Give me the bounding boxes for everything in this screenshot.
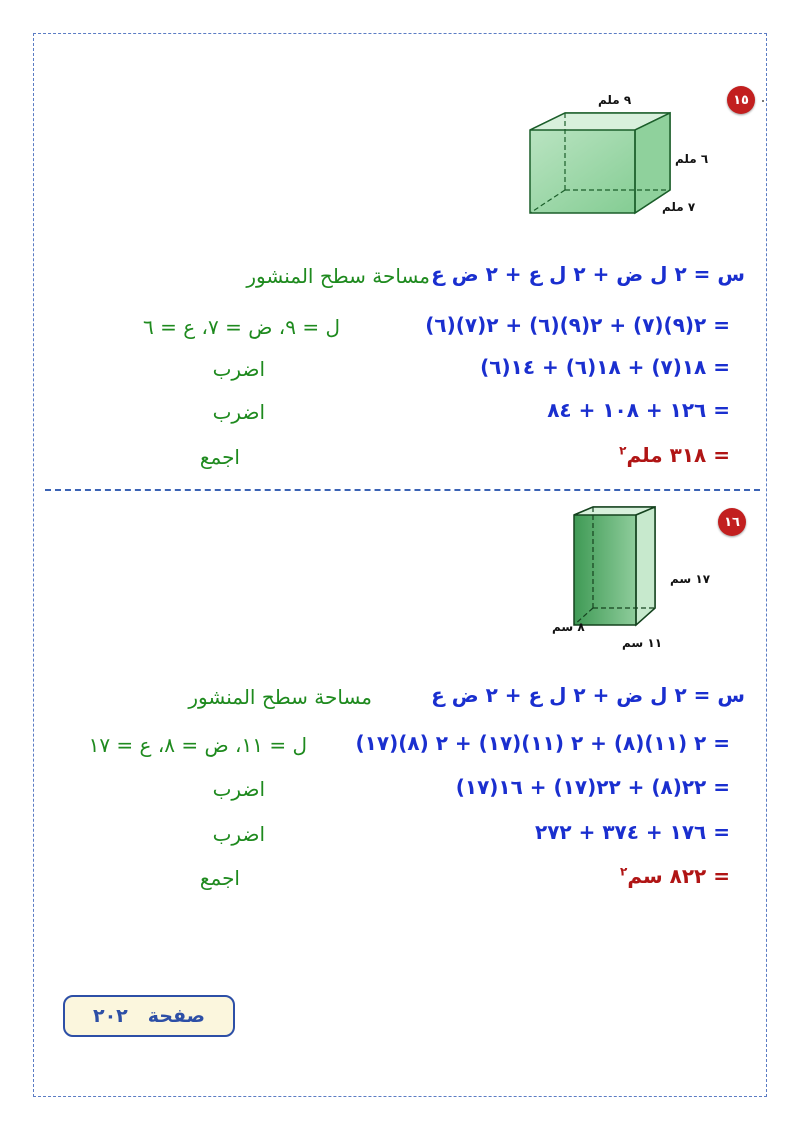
step2-note-16: اضرب [212, 777, 265, 801]
result-16: = ٨٢٢ سم$^٢$ [619, 864, 730, 888]
section-separator [45, 489, 760, 491]
decorative-dot [762, 100, 764, 102]
result-15: = ٣١٨ ملم$^٢$ [619, 443, 730, 467]
step3-16: = ١٧٦ + ٣٧٤ + ٢٧٢ [535, 820, 730, 844]
step3-note-16: اضرب [212, 822, 265, 846]
formula-15: س = ٢ ل ض + ٢ ل ع + ٢ ض ع [431, 262, 745, 286]
page-number-tag [63, 995, 235, 1037]
dim-label-top: ٩ ملم [598, 93, 632, 107]
step2-16: = ٢٢(٨) + ٢٢(١٧) + ١٦(١٧) [455, 775, 730, 799]
exercise-16-badge: ١٦ [718, 508, 746, 536]
exercise-15-badge: ١٥ [727, 86, 755, 114]
step1-15: = ٢(٩)(٧) + ٢(٩)(٦) + ٢(٧)(٦) [425, 313, 730, 337]
result-note-15: اجمع [199, 445, 240, 469]
step2-note-15: اضرب [212, 357, 265, 381]
dim-label-bottom-left: ٨ سم [552, 620, 585, 634]
dim-label-right: ١٧ سم [670, 572, 711, 586]
step1-note-15: ل = ٩، ض = ٧، ع = ٦ [143, 315, 340, 339]
dim-label-bottom: ٧ ملم [662, 200, 696, 214]
step1-16: = ٢ (١١)(٨) + ٢ (١١)(١٧) + ٢ (٨)(١٧) [355, 731, 730, 755]
formula-label-16: مساحة سطح المنشور [188, 685, 372, 709]
step3-15: = ١٢٦ + ١٠٨ + ٨٤ [547, 398, 730, 422]
step3-note-15: اضرب [212, 400, 265, 424]
result-note-16: اجمع [199, 866, 240, 890]
rectangular-prism-figure-16 [560, 505, 665, 635]
page-number: ٢٠٢ [92, 1005, 128, 1027]
dim-label-right: ٦ ملم [675, 152, 709, 166]
step1-note-16: ل = ١١، ض = ٨، ع = ١٧ [88, 733, 307, 757]
formula-label-15: مساحة سطح المنشور [246, 264, 430, 288]
step2-15: = ١٨(٧) + ١٨(٦) + ١٤(٦) [480, 355, 730, 379]
page-label: صفحة [147, 1005, 206, 1027]
dim-label-bottom: ١١ سم [622, 636, 663, 650]
formula-16: س = ٢ ل ض + ٢ ل ع + ٢ ض ع [431, 683, 745, 707]
